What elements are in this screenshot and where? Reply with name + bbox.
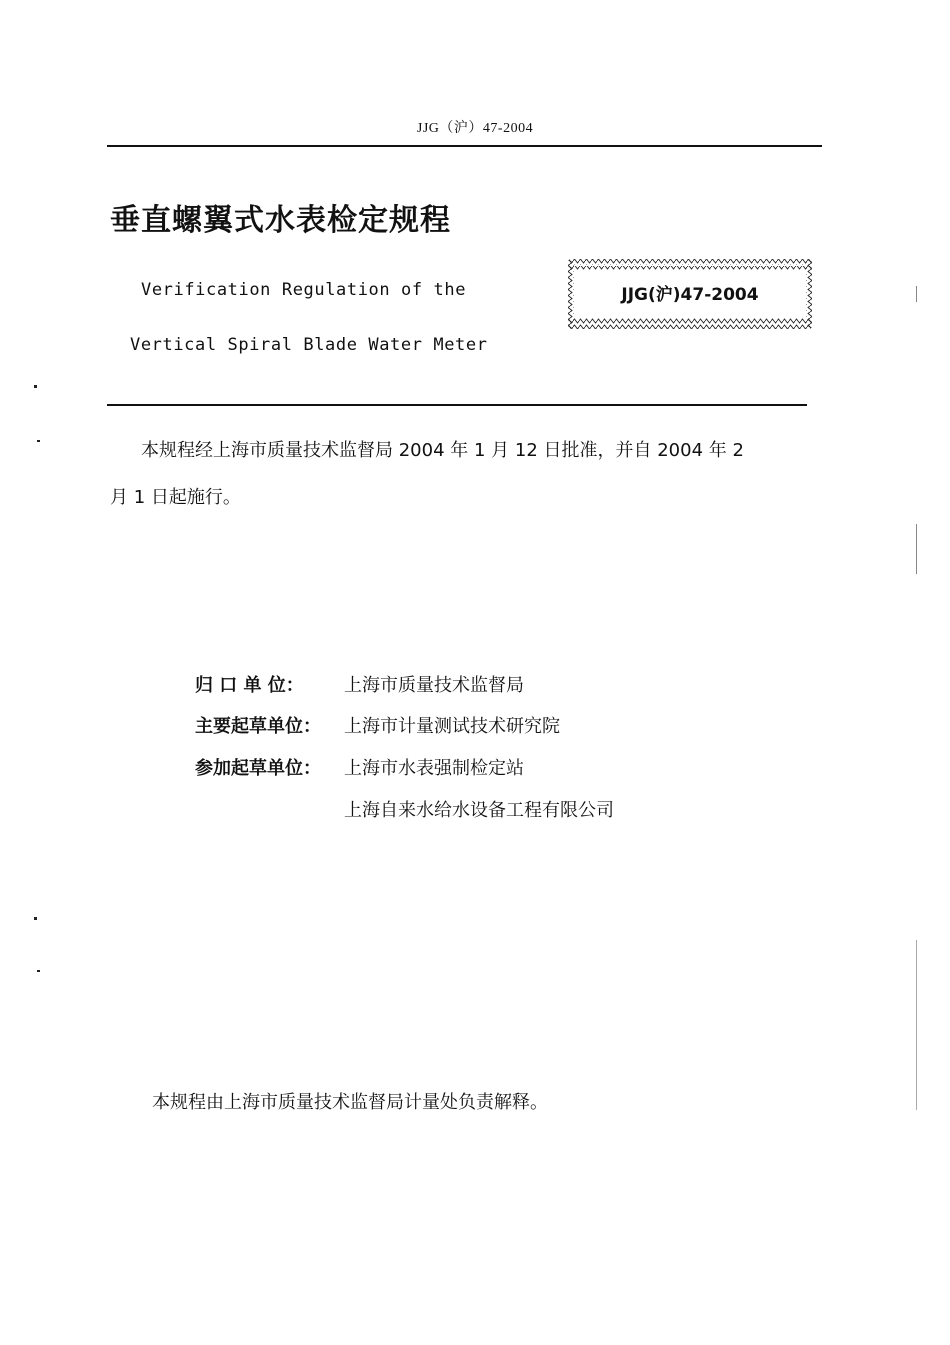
scan-edge-mark — [916, 286, 917, 302]
responsible-unit-label: 归 口 单 位： — [195, 675, 304, 696]
main-drafter-label: 主要起草单位： — [195, 716, 321, 737]
title-english-line-2: Vertical Spiral Blade Water Meter — [130, 335, 488, 355]
scan-speck — [34, 385, 37, 388]
scan-edge-mark — [916, 524, 917, 574]
responsible-unit: 上海市质量技术监督局 — [344, 675, 524, 696]
scan-speck — [34, 917, 37, 920]
approval-line-2: 月 1 日起施行。 — [110, 487, 241, 508]
title-chinese: 垂直螺翼式水表检定规程 — [110, 203, 451, 238]
scan-speck — [37, 970, 40, 972]
title-rule — [107, 404, 807, 406]
main-drafter: 上海市计量测试技术研究院 — [344, 716, 560, 737]
scan-edge-mark — [916, 940, 917, 1110]
co-drafter-label: 参加起草单位： — [195, 758, 321, 779]
scan-speck — [37, 440, 40, 442]
co-drafter-2: 上海自来水给水设备工程有限公司 — [344, 800, 614, 821]
standard-code-label: JJG(沪)47-2004 — [621, 285, 759, 305]
title-english-line-1: Verification Regulation of the — [141, 280, 467, 300]
interpretation-note: 本规程由上海市质量技术监督局计量处负责解释。 — [152, 1092, 548, 1113]
co-drafter-1: 上海市水表强制检定站 — [344, 758, 524, 779]
standard-code-box — [567, 258, 813, 330]
approval-line-1: 本规程经上海市质量技术监督局 2004 年 1 月 12 日批准，并自 2004 年 2 — [141, 440, 744, 461]
header-rule — [107, 145, 822, 147]
running-header: JJG（沪）47-2004 — [416, 121, 534, 136]
